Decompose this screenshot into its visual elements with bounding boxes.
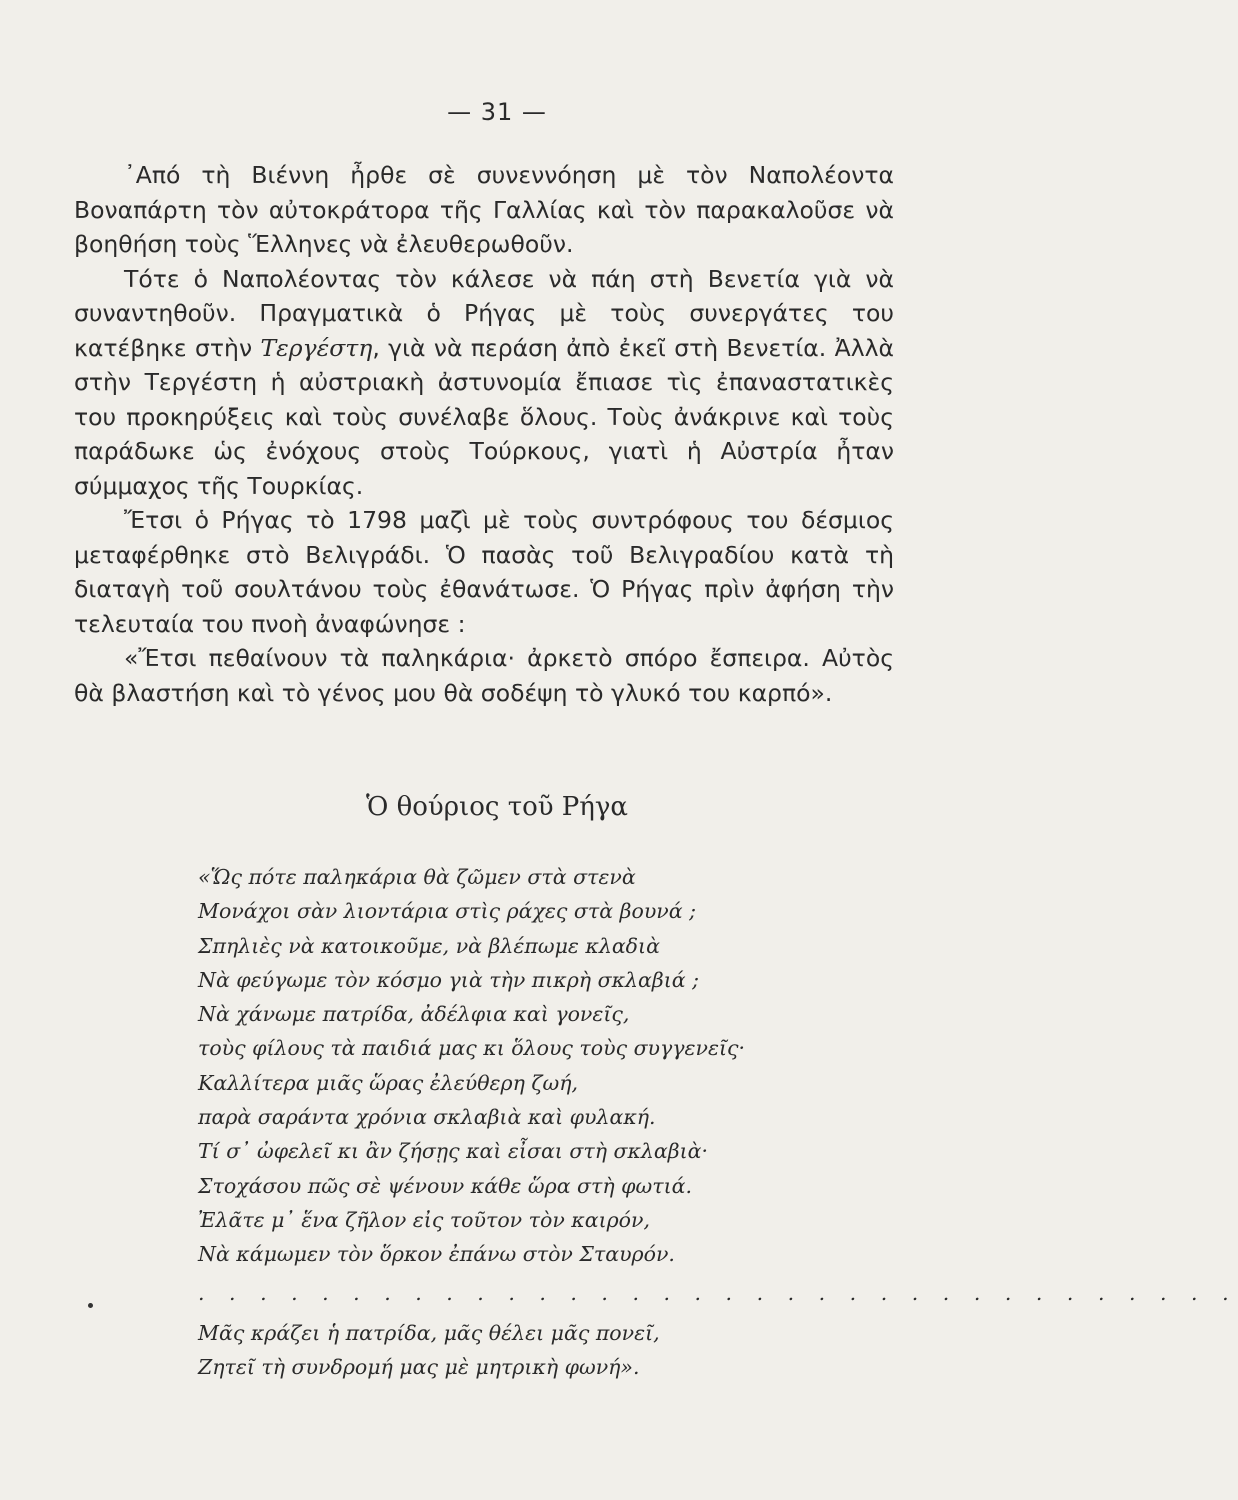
- poem-line: Τί σ᾿ ὠφελεῖ κι ἂν ζήσῃς καὶ εἶσαι στὴ σκλαβιὰ·: [198, 1139, 709, 1164]
- paragraph: [74, 262, 894, 504]
- paragraph: ᾿Από τὴ Βιέννη ἦρθε σὲ συνεννόηση μὲ τὸν Ναπολέοντα Βοναπάρτη τὸν αὐτοκράτορα τῆς Γαλλίας καὶ τὸν παρακαλοῦσε νὰ βοηθήση τοὺς Ἕλληνες νὰ ἐλευθερωθοῦν.: [74, 161, 894, 258]
- poem-line: Νὰ χάνωμε πατρίδα, ἀδέλφια καὶ γονεῖς,: [198, 1002, 630, 1027]
- ellipsis-divider: . . . . . . . . . . . . . . . . . . . . . . . . . . . . . . . . . .: [198, 1280, 1238, 1305]
- poem-line: Ζητεῖ τὴ συνδρομή μας μὲ μητρικὴ φωνή».: [198, 1355, 640, 1380]
- poem: [198, 860, 1238, 1384]
- emphasized-place-name: Τεργέστη: [260, 333, 373, 362]
- poem-title: Ὁ θούριος τοῦ Ρήγα: [366, 792, 628, 822]
- poem-line: τοὺς φίλους τὰ παιδιά μας κι ὅλους τοὺς συγγενεῖς·: [198, 1036, 746, 1061]
- poem-line: παρὰ σαράντα χρόνια σκλαβιὰ καὶ φυλακή.: [198, 1105, 656, 1130]
- poem-line: Στοχάσου πῶς σὲ ψένουν κάθε ὥρα στὴ φωτιά.: [198, 1173, 692, 1198]
- quote-paragraph: «Ἔτσι πεθαίνουν τὰ παληκάρια· ἀρκετὸ σπόρο ἔσπειρα. Αὐτὸς θὰ βλαστήση καὶ τὸ γένος μου θὰ σοδέψη τὸ γλυκό του καρπό».: [74, 644, 894, 707]
- body-text: [74, 158, 894, 710]
- poem-line: Ἐλᾶτε μ᾿ ἕνα ζῆλον εἰς τοῦτον τὸν καιρόν,: [198, 1207, 651, 1232]
- poem-line: Μᾶς κράζει ἡ πατρίδα, μᾶς θέλει μᾶς πονεῖ,: [198, 1320, 660, 1345]
- poem-line: Νὰ κάμωμεν τὸν ὅρκον ἐπάνω στὸν Σταυρόν.: [198, 1242, 675, 1267]
- poem-line: Σπηλιὲς νὰ κατοικοῦμε, νὰ βλέπωμε κλαδιὰ: [198, 933, 660, 958]
- paragraph: Ἔτσι ὁ Ρήγας τὸ 1798 μαζὶ μὲ τοὺς συντρόφους του δέσμιος μεταφέρθηκε στὸ Βελιγράδι. Ὁ πασὰς τοῦ Βελιγραδίου κατὰ τὴ διαταγὴ τοῦ σουλτάνου τοὺς ἐθανάτωσε. Ὁ Ρήγας πρὶν ἀφήση τὴν τελευταία του πνοὴ ἀναφώνησε :: [74, 506, 894, 638]
- ink-speck: [88, 1303, 93, 1308]
- paragraph-text: , γιὰ νὰ περάση ἀπὸ ἐκεῖ στὴ Βενετία. Ἀλλὰ στὴν Τεργέστη ἡ αὐστριακὴ ἀστυνομία ἔπιασε τὶς ἐπαναστατικὲς του προκηρύξεις καὶ τοὺς συνέλαβε ὅλους. Τοὺς ἀνάκρινε καὶ τοὺς παράδωκε ὡς ἐνόχους στοὺς Τούρκους, γιατὶ ἡ Αὐστρία ἦταν σύμμαχος τῆς Τουρκίας.: [74, 333, 895, 500]
- page-number: — 31 —: [447, 98, 547, 126]
- paragraph-text: Τότε ὁ Ναπολέοντας τὸν κάλεσε νὰ πάη στὴ Βενετία γιὰ νὰ συναντηθοῦν. Πραγματικὰ ὁ Ρήγας μὲ τοὺς συνεργάτες του κατέβηκε στὴν: [74, 264, 894, 362]
- poem-line: Μονάχοι σὰν λιοντάρια στὶς ράχες στὰ βουνά ;: [198, 899, 697, 924]
- poem-line: «Ὥς πότε παληκάρια θὰ ζῶμεν στὰ στενὰ: [198, 865, 636, 889]
- poem-line: Νὰ φεύγωμε τὸν κόσμο γιὰ τὴν πικρὴ σκλαβιά ;: [198, 967, 700, 992]
- poem-line: Καλλίτερα μιᾶς ὥρας ἐλεύθερη ζωή,: [198, 1070, 579, 1095]
